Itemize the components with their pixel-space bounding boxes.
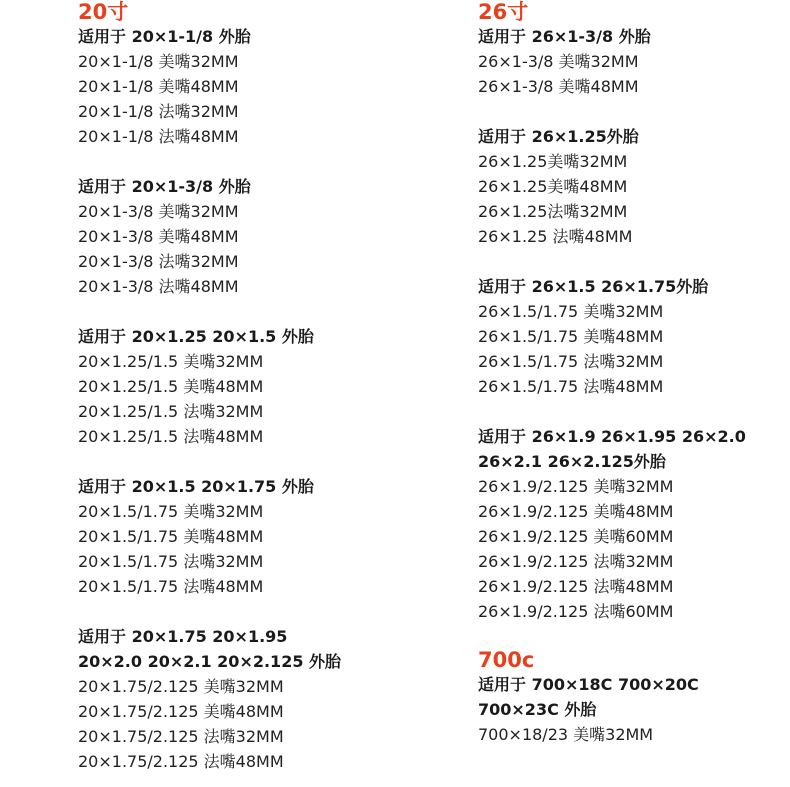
group-heading: 适用于 20×1-3/8 外胎 — [78, 177, 251, 196]
spec-item: 26×1.25美嘴32MM — [478, 152, 628, 171]
spec-item: 26×1-3/8 美嘴48MM — [478, 77, 639, 96]
spec-item: 20×1.5/1.75 美嘴32MM — [78, 502, 264, 521]
spec-item: 26×1.5/1.75 法嘴32MM — [478, 352, 664, 371]
spec-group — [478, 424, 778, 624]
group-heading: 适用于 26×1.25外胎 — [478, 127, 639, 146]
group-heading: 20×2.0 20×2.1 20×2.125 外胎 — [78, 652, 342, 671]
spec-item: 20×1-3/8 法嘴48MM — [78, 277, 239, 296]
spec-group — [78, 24, 398, 149]
spec-item: 20×1.5/1.75 法嘴32MM — [78, 552, 264, 571]
spec-item: 700×18/23 美嘴32MM — [478, 725, 654, 744]
spec-item: 20×1.25/1.5 法嘴32MM — [78, 402, 264, 421]
right-spec-groups — [478, 24, 778, 624]
group-heading: 适用于 20×1.5 20×1.75 外胎 — [78, 477, 314, 496]
group-heading: 适用于 26×1.9 26×1.95 26×2.0 — [478, 427, 746, 446]
spec-item: 20×1.75/2.125 法嘴48MM — [78, 752, 284, 771]
spec-item: 20×1.75/2.125 美嘴32MM — [78, 677, 284, 696]
section-title-700c: 700c — [478, 648, 535, 672]
spec-item: 20×1.5/1.75 美嘴48MM — [78, 527, 264, 546]
spec-item: 26×1.9/2.125 法嘴60MM — [478, 602, 674, 621]
spec-item: 26×1.25美嘴48MM — [478, 177, 628, 196]
spec-item: 20×1-3/8 美嘴48MM — [78, 227, 239, 246]
spec-item: 26×1.5/1.75 美嘴32MM — [478, 302, 664, 321]
spec-item: 20×1.5/1.75 法嘴48MM — [78, 577, 264, 596]
group-heading: 26×2.1 26×2.125外胎 — [478, 452, 666, 471]
spec-item: 20×1-1/8 美嘴32MM — [78, 52, 239, 71]
spec-item: 26×1.9/2.125 法嘴48MM — [478, 577, 674, 596]
spec-group — [78, 624, 398, 774]
spec-item: 20×1-1/8 美嘴48MM — [78, 77, 239, 96]
group-heading: 适用于 20×1.75 20×1.95 — [78, 627, 288, 646]
spec-group — [478, 124, 778, 249]
spec-group — [78, 174, 398, 299]
spec-item: 20×1.25/1.5 法嘴48MM — [78, 427, 264, 446]
spec-item: 20×1-1/8 法嘴48MM — [78, 127, 239, 146]
section-title-26-inch: 26寸 — [478, 0, 529, 24]
group-heading: 700×23C 外胎 — [478, 700, 597, 719]
spec-group — [78, 474, 398, 599]
group-heading: 适用于 26×1.5 26×1.75外胎 — [478, 277, 709, 296]
spec-group — [78, 324, 398, 449]
spec-group — [478, 24, 778, 99]
group-heading: 适用于 20×1.25 20×1.5 外胎 — [78, 327, 314, 346]
spec-item: 20×1.75/2.125 美嘴48MM — [78, 702, 284, 721]
spec-item: 26×1.9/2.125 法嘴32MM — [478, 552, 674, 571]
spec-item: 26×1.9/2.125 美嘴32MM — [478, 477, 674, 496]
700c-spec-groups — [478, 672, 778, 747]
spec-item: 26×1.5/1.75 美嘴48MM — [478, 327, 664, 346]
spec-item: 20×1.25/1.5 美嘴48MM — [78, 377, 264, 396]
spec-item: 26×1.9/2.125 美嘴60MM — [478, 527, 674, 546]
spec-item: 20×1.75/2.125 法嘴32MM — [78, 727, 284, 746]
column-20-inch — [78, 0, 398, 774]
spec-item: 26×1.5/1.75 法嘴48MM — [478, 377, 664, 396]
spec-item: 20×1-3/8 法嘴32MM — [78, 252, 239, 271]
spec-item: 26×1.25法嘴32MM — [478, 202, 628, 221]
spec-group — [478, 274, 778, 399]
column-26-inch — [478, 0, 778, 747]
spec-item: 20×1-1/8 法嘴32MM — [78, 102, 239, 121]
spec-item: 20×1.25/1.5 美嘴32MM — [78, 352, 264, 371]
spec-item: 26×1.25 法嘴48MM — [478, 227, 633, 246]
group-heading: 适用于 26×1-3/8 外胎 — [478, 27, 651, 46]
spec-group — [478, 672, 778, 747]
group-heading: 适用于 20×1-1/8 外胎 — [78, 27, 251, 46]
spec-item: 20×1-3/8 美嘴32MM — [78, 202, 239, 221]
section-title-20-inch: 20寸 — [78, 0, 129, 24]
spec-item: 26×1.9/2.125 美嘴48MM — [478, 502, 674, 521]
spec-item: 26×1-3/8 美嘴32MM — [478, 52, 639, 71]
left-spec-groups — [78, 24, 398, 774]
group-heading: 适用于 700×18C 700×20C — [478, 675, 699, 694]
